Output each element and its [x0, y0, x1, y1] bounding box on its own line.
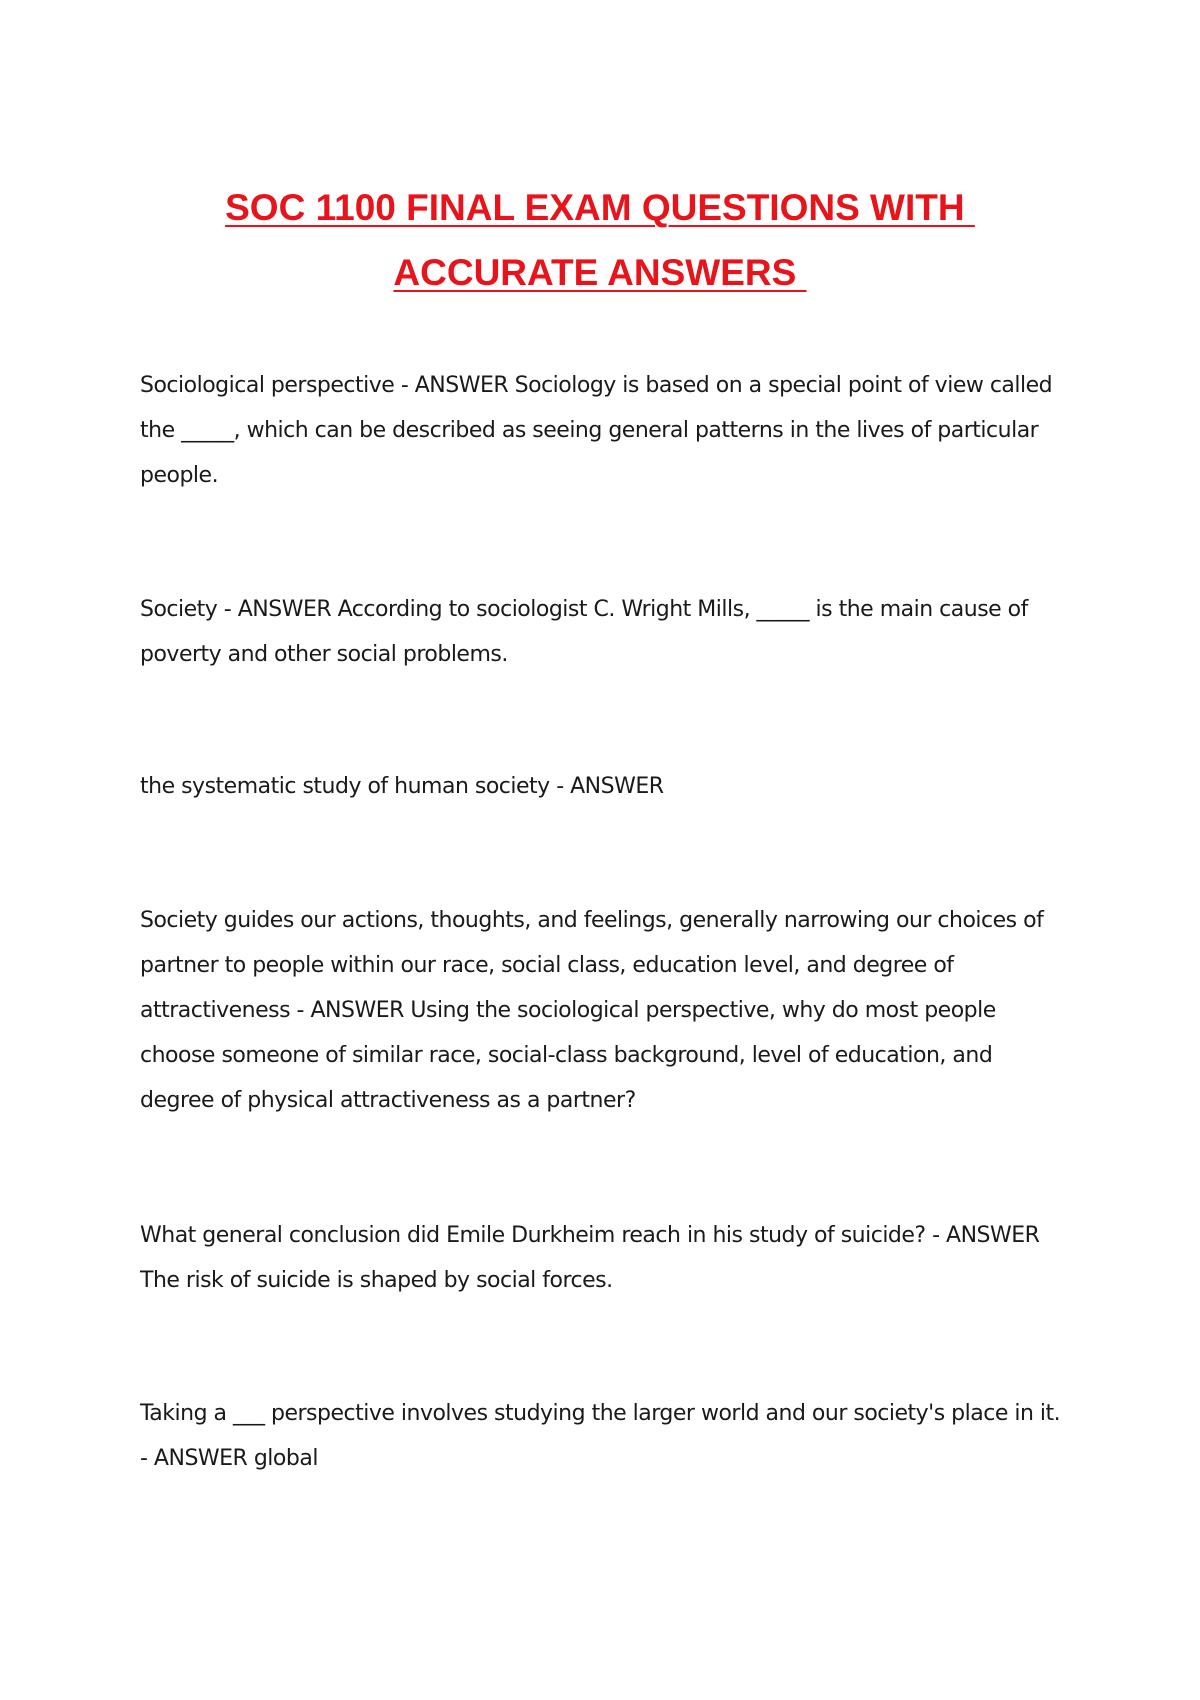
qa-entry-global-perspective: Taking a ___ perspective involves studying the larger world and our society's place in it. - ANSWER global — [140, 1401, 1061, 1471]
title-line-2: ACCURATE ANSWERS — [393, 251, 807, 293]
document-title — [0, 175, 1200, 305]
title-line-1: SOC 1100 FINAL EXAM QUESTIONS WITH — [225, 186, 975, 228]
qa-entry-sociological-perspective: Sociological perspective - ANSWER Sociology is based on a special point of view called the _____, which can be described as seeing general patterns in the lives of particular people. — [140, 373, 1053, 488]
qa-entry-society-mills: Society - ANSWER According to sociologist C. Wright Mills, _____ is the main cause of poverty and other social problems. — [140, 597, 1028, 667]
qa-entry-partner-choice: Society guides our actions, thoughts, and feelings, generally narrowing our choices of partner to people within our race, social class, education level, and degree of attractiveness - ANSWER Using the sociological perspective, why do most people choose someone of similar race, social-class background, level of education, and degree of physical attractiveness as a partner? — [140, 908, 1044, 1113]
qa-entry-durkheim-suicide: What general conclusion did Emile Durkheim reach in his study of suicide? - ANSWER The risk of suicide is shaped by social forces. — [140, 1223, 1040, 1293]
qa-entry-systematic-study: the systematic study of human society - ANSWER — [140, 774, 664, 799]
